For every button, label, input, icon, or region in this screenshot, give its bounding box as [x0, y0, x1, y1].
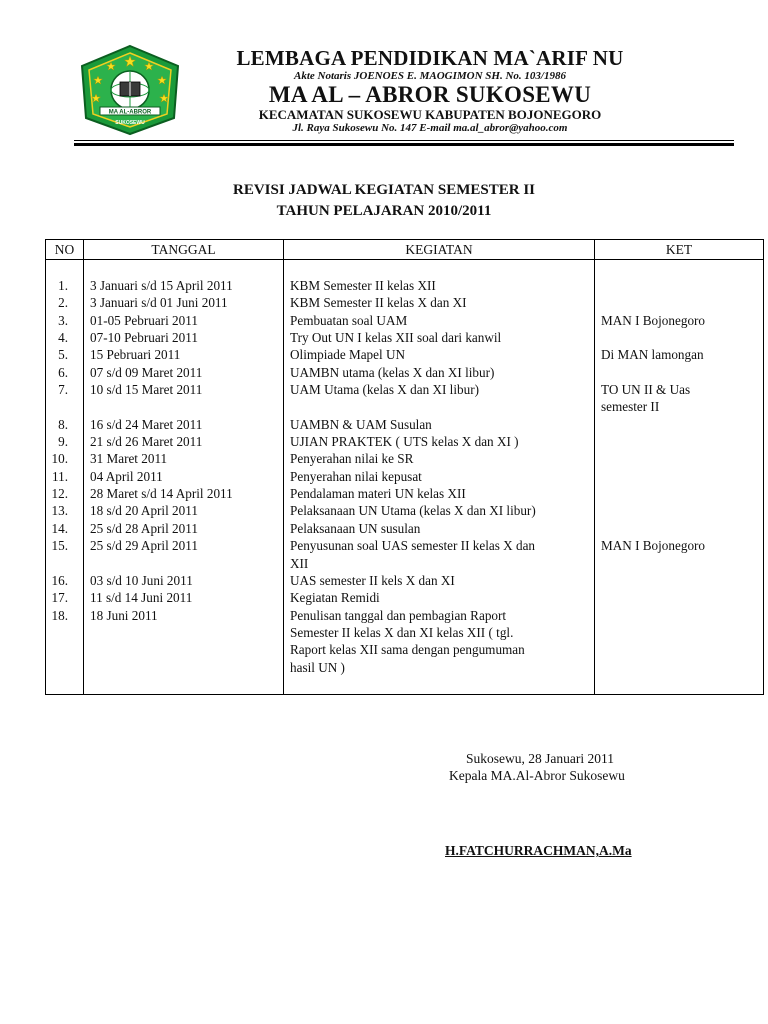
row-number: 11.: [52, 468, 68, 484]
note-cell: [595, 468, 763, 485]
note-cell: Di MAN lamongan: [601, 347, 704, 363]
activity-cell: UAMBN utama (kelas X dan XI libur): [290, 364, 495, 380]
row-number: 7.: [58, 382, 68, 398]
note-cell: [595, 364, 763, 381]
date-cell: [84, 398, 283, 415]
date-cell: [84, 555, 283, 572]
row-number: 4.: [58, 330, 68, 346]
activity-cell: Pelaksanaan UN susulan: [290, 520, 421, 536]
date-cell: 3 Januari s/d 15 April 2011: [90, 278, 233, 293]
row-number: 2.: [58, 295, 68, 311]
activity-cell: Raport kelas XII sama dengan pengumuman: [290, 642, 525, 658]
note-cell: [595, 450, 763, 467]
note-cell: [595, 485, 763, 502]
header-tanggal: TANGGAL: [84, 240, 284, 260]
activity-cell: Penyusunan soal UAS semester II kelas X dan: [290, 538, 536, 554]
signature-position: Kepala MA.Al-Abror Sukosewu: [449, 768, 625, 783]
row-number: 17.: [51, 590, 68, 606]
row-number: 1.: [58, 278, 68, 293]
logo-place-text: SUKOSEWU: [115, 120, 145, 126]
date-cell: 18 s/d 20 April 2011: [90, 503, 198, 519]
row-number: [46, 555, 83, 572]
activity-cell: hasil UN ): [290, 659, 345, 675]
kegiatan-column: [284, 260, 595, 695]
date-cell: 21 s/d 26 Maret 2011: [90, 434, 203, 450]
row-number: 8.: [58, 416, 68, 432]
row-number: 5.: [58, 347, 68, 363]
no-column: [46, 260, 84, 695]
date-cell: 01-05 Pebruari 2011: [90, 312, 198, 328]
date-cell: 3 Januari s/d 01 Juni 2011: [90, 295, 228, 311]
note-cell: [595, 433, 763, 450]
activity-cell: XII: [290, 555, 309, 571]
row-number: 3.: [58, 312, 68, 328]
schedule-table: [45, 239, 764, 695]
activity-cell: UAM Utama (kelas X dan XI libur): [290, 382, 479, 398]
activity-cell: Try Out UN I kelas XII soal dari kanwil: [290, 330, 502, 346]
activity-cell: [284, 398, 594, 415]
logo-banner-text: MA AL-ABROR: [108, 109, 152, 116]
row-number: 16.: [51, 572, 68, 588]
note-cell: MAN I Bojonegoro: [601, 312, 706, 328]
date-cell: 15 Pebruari 2011: [90, 347, 181, 363]
note-cell: [595, 329, 763, 346]
document-subtitle: TAHUN PELAJARAN 2010/2011: [276, 203, 492, 219]
row-number: 14.: [51, 520, 68, 536]
date-cell: 11 s/d 14 Juni 2011: [90, 590, 193, 606]
header-ket: KET: [595, 240, 764, 260]
date-cell: 10 s/d 15 Maret 2011: [90, 382, 203, 398]
header-divider-thin: [74, 140, 734, 141]
row-number: [46, 398, 83, 415]
date-cell: 07-10 Pebruari 2011: [90, 330, 198, 346]
signature-name: H.FATCHURRACHMAN,A.Ma: [445, 843, 632, 858]
date-cell: 25 s/d 28 April 2011: [90, 520, 198, 536]
row-number: 15.: [51, 538, 68, 554]
activity-cell: KBM Semester II kelas XII: [290, 278, 436, 293]
institution-name: LEMBAGA PENDIDIKAN MA`ARIF NU: [236, 46, 624, 70]
row-number: 6.: [58, 364, 68, 380]
activity-cell: UJIAN PRAKTEK ( UTS kelas X dan XI ): [290, 434, 519, 450]
tanggal-column: [84, 260, 284, 695]
note-cell: [595, 502, 763, 519]
date-cell: 16 s/d 24 Maret 2011: [90, 416, 203, 432]
activity-cell: Pelaksanaan UN Utama (kelas X dan XI libur): [290, 503, 536, 519]
activity-cell: UAMBN & UAM Susulan: [290, 416, 432, 432]
note-cell: [595, 416, 763, 433]
header-divider-thick: [74, 143, 734, 146]
activity-cell: Penulisan tanggal dan pembagian Raport: [290, 607, 507, 623]
school-logo: [78, 44, 182, 136]
activity-cell: Semester II kelas X dan XI kelas XII ( tgl.: [290, 624, 514, 640]
activity-cell: Olimpiade Mapel UN: [290, 347, 405, 363]
date-cell: 03 s/d 10 Juni 2011: [90, 572, 193, 588]
activity-cell: Penyerahan nilai ke SR: [290, 451, 414, 467]
note-cell: semester II: [601, 399, 660, 415]
document-title: REVISI JADWAL KEGIATAN SEMESTER II: [232, 182, 536, 198]
note-cell: MAN I Bojonegoro: [601, 538, 706, 554]
date-cell: 25 s/d 29 April 2011: [90, 538, 198, 554]
signature-place-date: Sukosewu, 28 Januari 2011: [466, 751, 614, 766]
address-line: Jl. Raya Sukosewu No. 147 E-mail ma.al_abror@yahoo.com: [292, 122, 568, 134]
header-kegiatan: KEGIATAN: [284, 240, 595, 260]
row-number: 10.: [51, 451, 68, 467]
date-cell: 04 April 2011: [90, 468, 163, 484]
activity-cell: Pendalaman materi UN kelas XII: [290, 486, 466, 502]
activity-cell: UAS semester II kels X dan XI: [290, 572, 455, 588]
row-number: 18.: [51, 607, 68, 623]
ket-column: [595, 260, 764, 695]
note-cell: TO UN II & Uas: [601, 382, 691, 398]
district-line: KECAMATAN SUKOSEWU KABUPATEN BOJONEGORO: [258, 107, 602, 122]
note-cell: [595, 277, 763, 294]
date-cell: 28 Maret s/d 14 April 2011: [90, 486, 233, 502]
header-no: NO: [46, 240, 84, 260]
row-number: 12.: [51, 486, 68, 502]
note-cell: [595, 294, 763, 311]
date-cell: 31 Maret 2011: [90, 451, 168, 467]
table-body-row: [46, 260, 764, 695]
note-cell: [595, 520, 763, 537]
date-cell: 07 s/d 09 Maret 2011: [90, 364, 203, 380]
date-cell: 18 Juni 2011: [90, 607, 158, 623]
activity-cell: Pembuatan soal UAM: [290, 312, 408, 328]
notary-line: Akte Notaris JOENOES E. MAOGIMON SH. No. 103/1986: [294, 70, 566, 82]
row-number: 13.: [51, 503, 68, 519]
row-number: 9.: [58, 434, 68, 450]
activity-cell: Kegiatan Remidi: [290, 590, 380, 606]
school-name: MA AL – ABROR SUKOSEWU: [268, 82, 592, 107]
table-header-row: [46, 240, 764, 260]
activity-cell: Penyerahan nilai kepusat: [290, 468, 422, 484]
activity-cell: KBM Semester II kelas X dan XI: [290, 295, 467, 311]
